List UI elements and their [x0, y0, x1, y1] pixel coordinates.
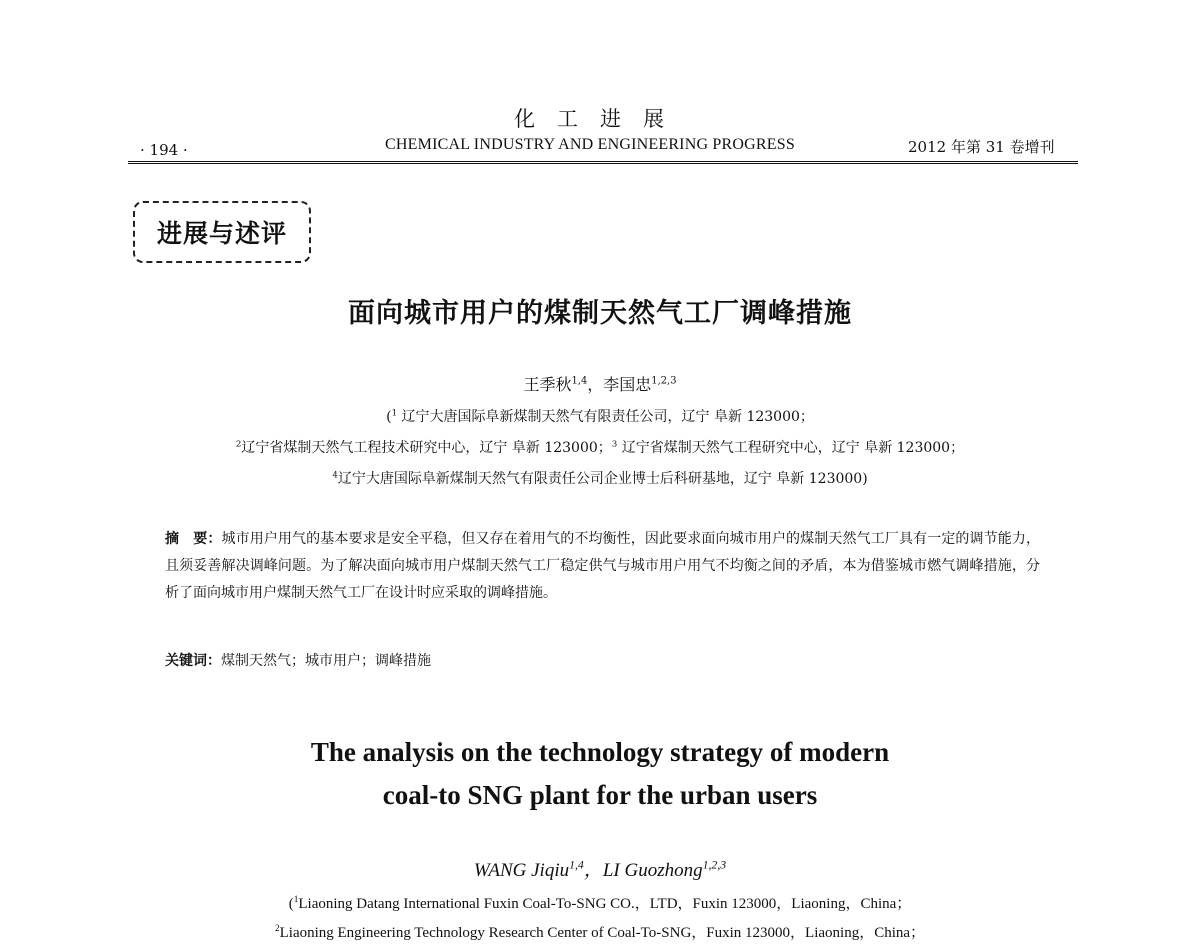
affiliation-text-en: Liaoning Engineering Technology Research Center of Coal-To-SNG，Fuxin 123000，Liaoning，China；	[279, 925, 926, 941]
affiliation-text: 辽宁省煤制天然气工程研究中心，辽宁 阜新 123000；	[617, 440, 965, 456]
keywords-label: 关键词：	[165, 653, 221, 669]
affiliation-text: 辽宁大唐国际阜新煤制天然气有限责任公司企业博士后科研基地，辽宁 阜新 123000)	[337, 471, 868, 487]
affiliation-text: 辽宁大唐国际阜新煤制天然气有限责任公司，辽宁 阜新 123000；	[397, 409, 814, 425]
affiliation-text-en: Liaoning Datang International Fuxin Coal-To-SNG CO.，LTD，Fuxin 123000，Liaoning，China；	[298, 896, 912, 912]
journal-title-chinese: 化工进展	[514, 107, 686, 131]
authors-english	[0, 855, 1200, 882]
abstract-label: 摘 要：	[165, 531, 222, 547]
affiliation-line-3	[0, 468, 1200, 488]
section-tag-label: 进展与述评	[156, 219, 287, 248]
keywords-text: 煤制天然气；城市用户；调峰措施	[221, 653, 431, 669]
affiliation-mark: 1	[391, 408, 398, 419]
affiliation-open-paren: (	[386, 409, 392, 425]
author-1-affiliation-marks: 1,4	[571, 375, 588, 387]
header-rule	[128, 161, 1078, 164]
affiliation-mark: 3	[611, 439, 618, 450]
issue-info: 2012 年第 31 卷增刊	[908, 138, 1055, 156]
affiliation-line-1	[0, 406, 1200, 426]
author-2-name-en: LI Guozhong	[602, 860, 703, 881]
authors-chinese	[0, 372, 1200, 395]
affiliation-line-2	[0, 437, 1200, 457]
affiliation-text: 辽宁省煤制天然气工程技术研究中心，辽宁 阜新 123000；	[241, 440, 612, 456]
affiliation-english-line-1	[0, 892, 1200, 913]
abstract-text: 城市用户用气的基本要求是安全平稳，但又存在着用气的不均衡性，因此要求面向城市用户的煤制天然气工厂具有一定的调节能力，且须妥善解决调峰问题。为了解决面向城市用户煤制天然气工厂稳定供气与城市用户用气不均衡之间的矛盾，本为借鉴城市燃气调峰措施，分析了面向城市用户煤制天然气工厂在设计时应采取的调峰措施。	[165, 531, 1041, 601]
affiliation-mark: 2	[235, 439, 242, 450]
author-2-name: 李国忠	[603, 375, 652, 394]
article-title-english-line-1: The analysis on the technology strategy of modern	[310, 737, 890, 767]
journal-title-english: CHEMICAL INDUSTRY AND ENGINEERING PROGRESS	[385, 136, 795, 153]
author-separator: ，	[587, 375, 604, 394]
author-1-name: 王季秋	[523, 375, 572, 394]
affiliation-mark-en: 2	[274, 924, 280, 934]
article-title-chinese: 面向城市用户的煤制天然气工厂调峰措施	[348, 298, 852, 329]
author-2-affiliation-marks-en: 1,2,3	[702, 858, 727, 872]
author-1-name-en: WANG Jiqiu	[473, 860, 570, 881]
author-2-affiliation-marks: 1,2,3	[651, 375, 677, 387]
page-number: · 194 ·	[140, 141, 188, 159]
section-tag	[133, 201, 311, 263]
affiliation-mark-en: 1	[293, 895, 299, 905]
affiliation-english-line-2	[0, 921, 1200, 942]
keywords	[165, 648, 1040, 675]
author-separator-en: ，	[583, 860, 603, 881]
abstract	[165, 526, 1040, 607]
affiliation-open-paren-en: (	[288, 896, 294, 912]
affiliation-mark: 4	[332, 470, 338, 481]
article-title-english-line-2: coal-to SNG plant for the urban users	[382, 780, 818, 810]
author-1-affiliation-marks-en: 1,4	[569, 858, 584, 872]
